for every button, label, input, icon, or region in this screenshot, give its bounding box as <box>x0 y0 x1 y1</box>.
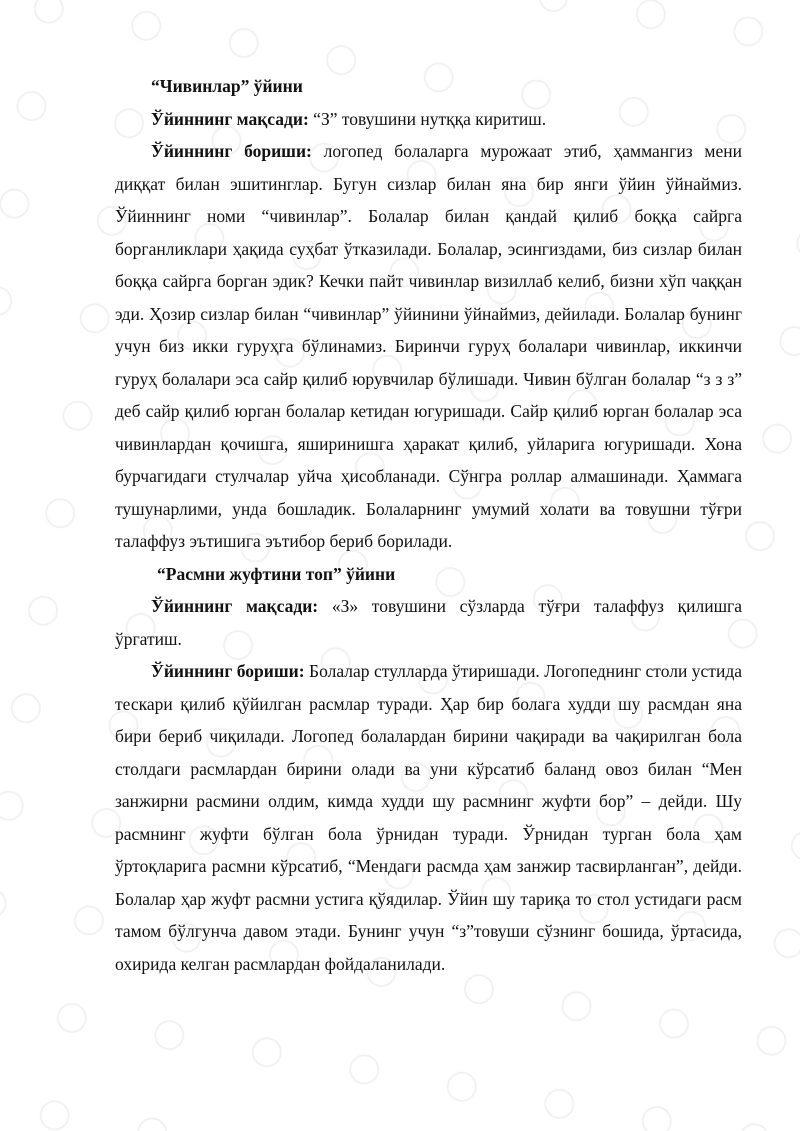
goal-label: Ўйиннинг мақсади: <box>151 596 319 616</box>
process-text: логопед болаларга мурожаат этиб, ҳаммангиз мени диққат билан эшитинглар. Бугун сизлар билан яна бир янги ўйин ўйнаймиз. Ўйиннинг номи “чивинлар”. Болалар билан қандай қилиб боққа сайрга борганликлари ҳақида суҳбат ўтказилади. Болалар, эсингиздами, биз сизлар билан боққа сайрга борган эдик? Кечки пайт чивинлар визиллаб келиб, бизни хўп чаққан эди. Ҳозир сизлар билан “чивинлар” ўйинини ўйнаймиз, дейилади. Болалар бунинг учун биз икки гуруҳга бўлинамиз. Биринчи гуруҳ болалари чивинлар, иккинчи гуруҳ болалари эса сайр қилиб юрувчилар бўлишади. Чивин бўлган болалар “з з з” деб сайр қилиб юрган болалар кетидан югуришади. Сайр қилиб юрган болалар эса чивинлардан қочишга, яширинишга ҳаракат қилиб, уйларига югуришади. Хона бурчагидаги стулчалар уйча ҳисобланади. Сўнгра роллар алмашинади. Ҳаммага тушунарлими, унда бошладик. Болаларнинг умумий холати ва товушни тўғри талаффуз эътишига эътибор бериб борилади. <box>115 141 742 551</box>
game-title-chivinlar: “Чивинлар” ўйини <box>151 76 303 96</box>
process-text: Болалар стулларда ўтиришади. Логопеднинг столи устида тескари қилиб қўйилган расмлар туради. Ҳар бир болага худди шу расмдан яна бири бериб чиқилади. Логопед болалардан бирини чақиради ва чақирилган бола столдаги расмлардан бирини олади ва уни кўрсатиб баланд овоз билан “Мен занжирни расмини олдим, кимда худди шу расмнинг жуфти бор” – дейди. Шу расмнинг жуфти бўлган бола ўрнидан туради. Ўрнидан турган бола ҳам ўртоқларига расмни кўрсатиб, “Мендаги расмда ҳам занжир тасвирланган”, дейди. Болалар ҳар жуфт расмни устига қўядилар. Ўйин шу тариқа то стол устидаги расм тамом бўлгунча давом этади. Бунинг учун “з”товуши сўзнинг бошида, ўртасида, охирида келган расмлардан фойдаланилади. <box>115 661 742 974</box>
document-page <box>115 70 742 980</box>
game-title-rasm-juft: “Расмни жуфтини топ” ўйини <box>157 563 396 584</box>
goal-paragraph <box>115 103 742 136</box>
process-paragraph <box>115 135 742 558</box>
goal-label: Ўйиннинг мақсади: <box>151 108 309 129</box>
goal-text: “З” товушини нутққа киритиш. <box>308 108 547 129</box>
process-label: Ўйиннинг бориши: <box>151 661 305 681</box>
process-paragraph <box>115 655 742 980</box>
goal-paragraph <box>115 590 742 655</box>
process-label: Ўйиннинг бориши: <box>151 141 312 161</box>
goal-text: «З» товушини сўзларда тўғри талаффуз қилишга ўргатиш. <box>115 596 743 649</box>
